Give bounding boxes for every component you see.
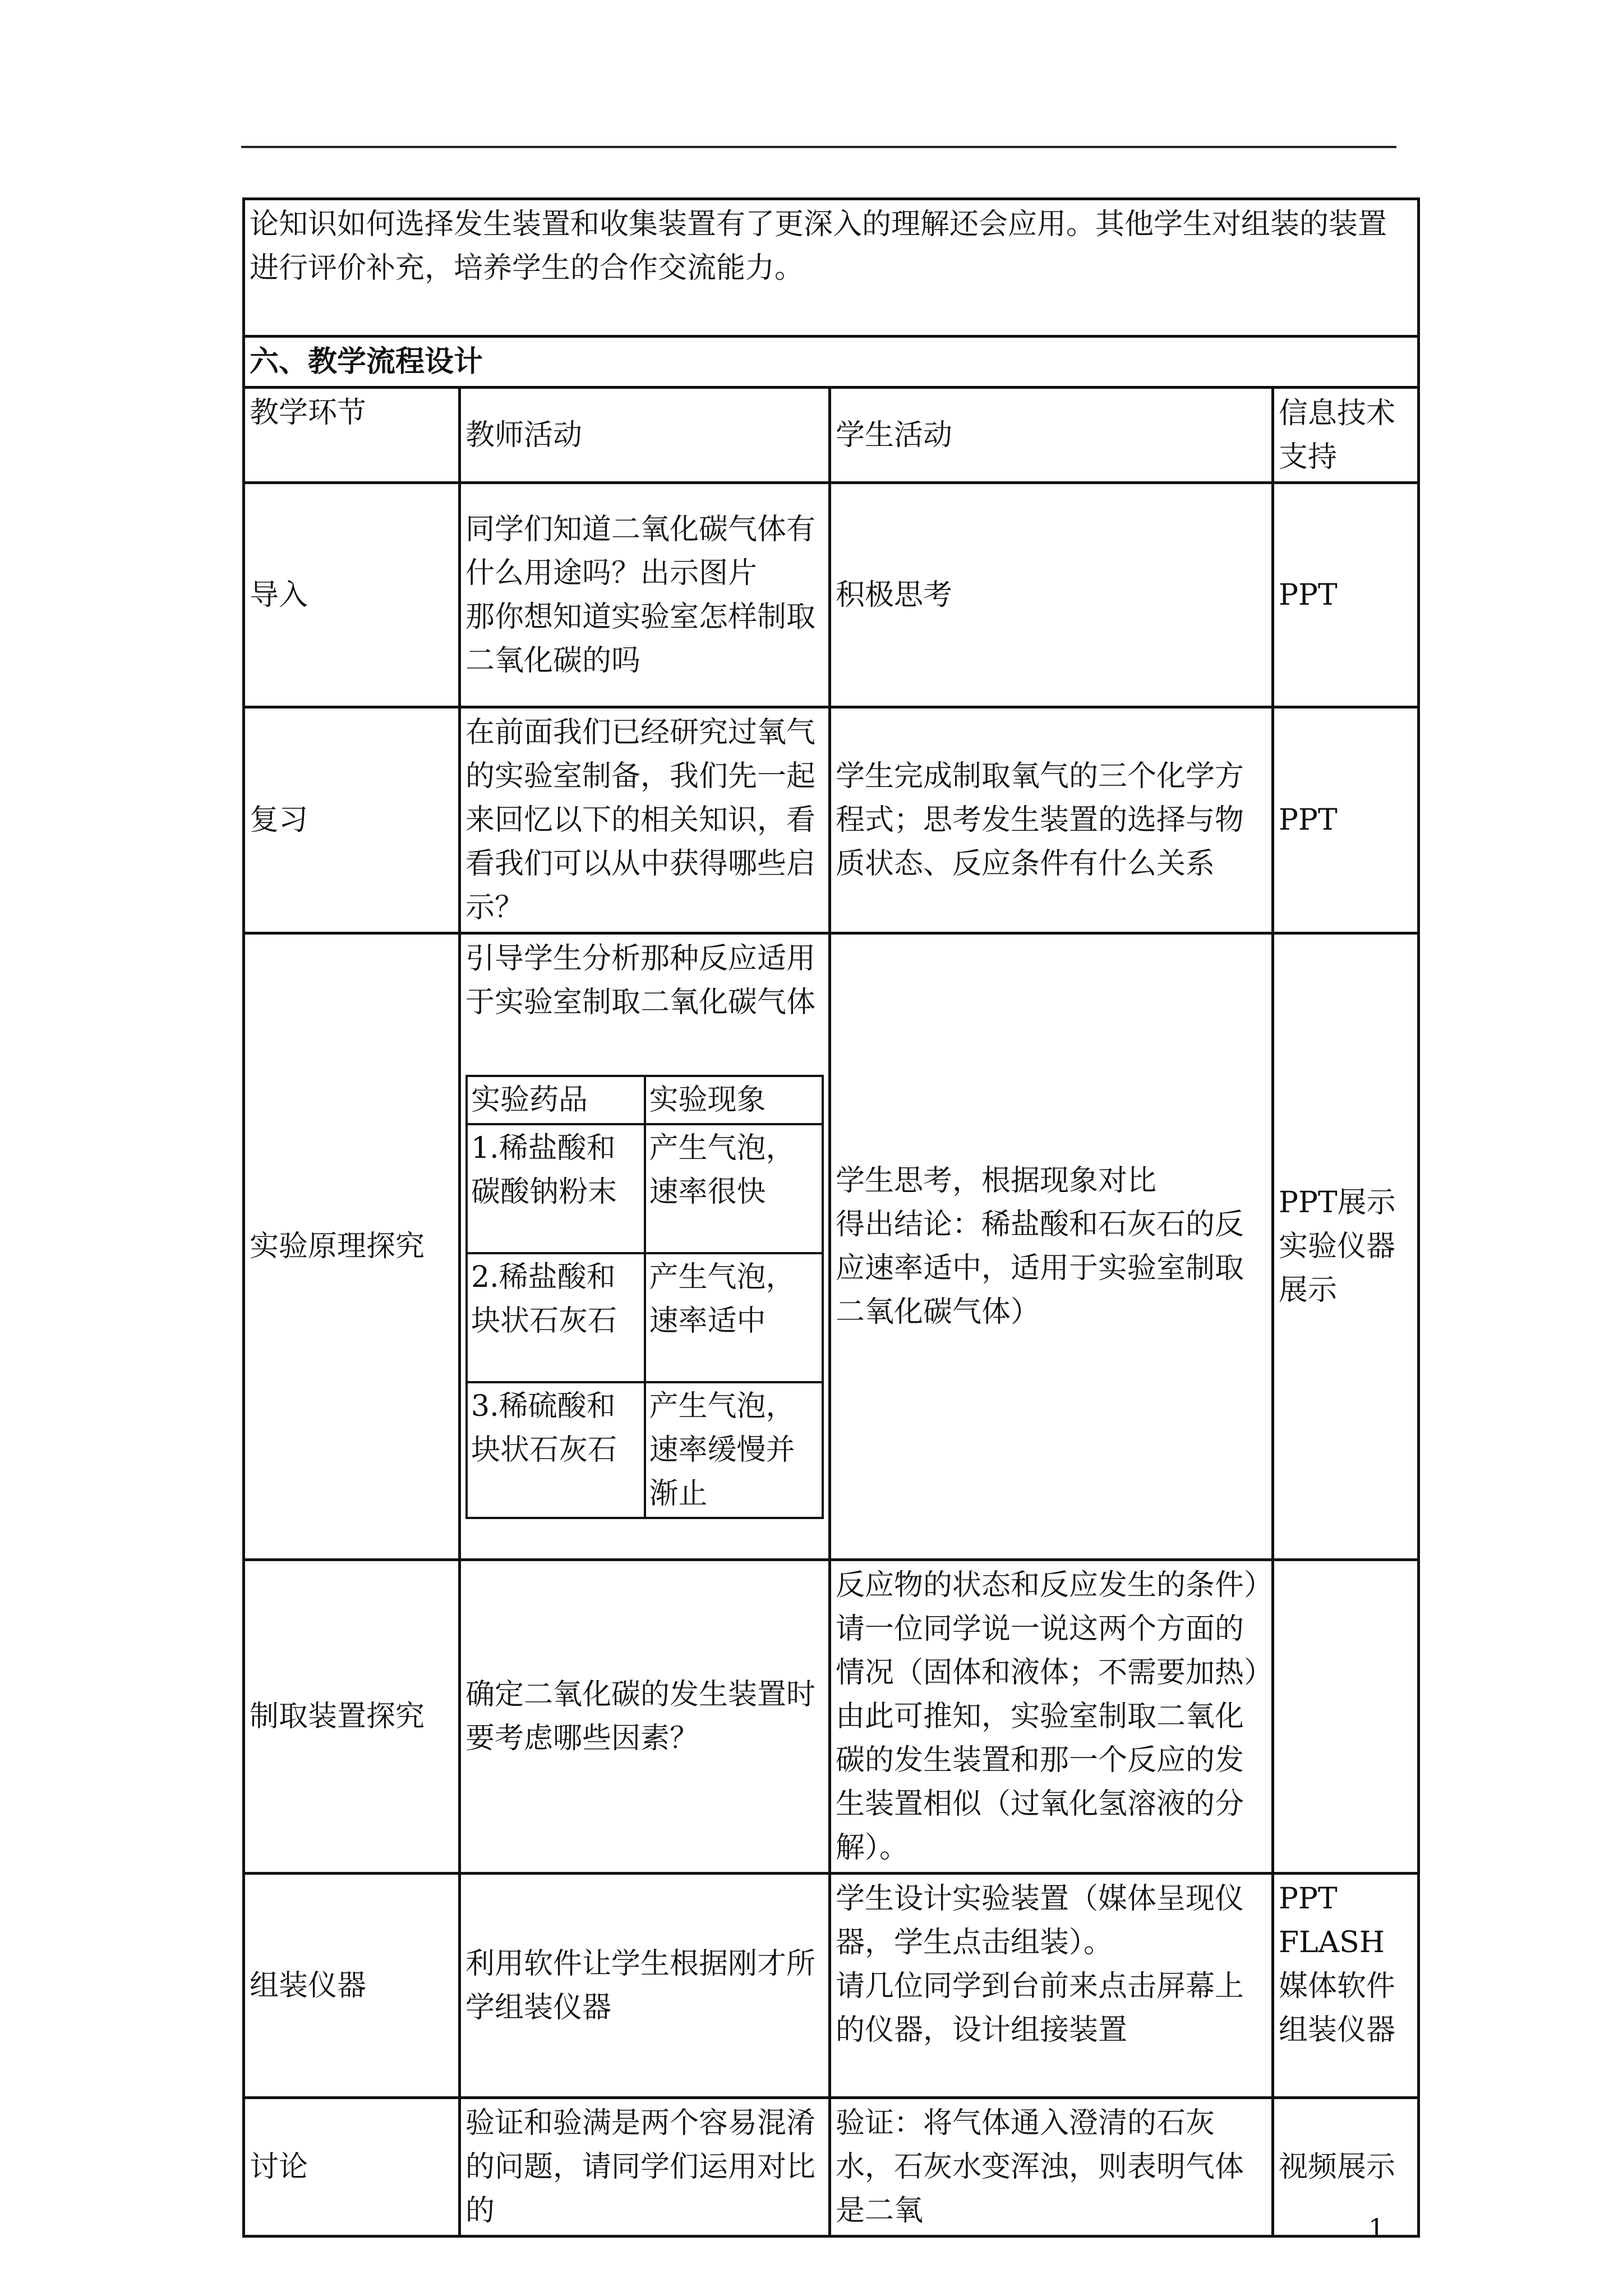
inner-cell: 产生气泡，速率很快	[645, 1124, 823, 1253]
tech-cell	[1273, 1560, 1419, 1874]
inner-header: 实验现象	[645, 1076, 823, 1124]
teacher-cell: 同学们知道二氧化碳气体有什么用途吗？出示图片 那你想知道实验室怎样制取二氧化碳的吗	[460, 483, 830, 707]
section-title: 六、教学流程设计	[244, 337, 1419, 388]
student-cell: 积极思考	[830, 483, 1273, 707]
header-rule	[241, 146, 1396, 148]
teacher-cell: 在前面我们已经研究过氧气的实验室制备，我们先一起来回忆以下的相关知识，看看我们可以从中获得哪些启示？	[460, 707, 830, 933]
teacher-cell: 验证和验满是两个容易混淆的问题，请同学们运用对比的	[460, 2098, 830, 2237]
experiment-table	[465, 1075, 824, 1519]
intro-text: 论知识如何选择发生装置和收集装置有了更深入的理解还会应用。其他学生对组装的装置进行评价补充，培养学生的合作交流能力。	[244, 199, 1419, 337]
header-tech: 信息技术支持	[1273, 388, 1419, 483]
inner-header: 实验药品	[467, 1076, 645, 1124]
student-cell: 学生思考，根据现象对比 得出结论：稀盐酸和石灰石的反应速率适中，适用于实验室制取二氧化碳气体）	[830, 933, 1273, 1560]
tech-cell: PPT	[1273, 483, 1419, 707]
header-stage: 教学环节	[244, 388, 460, 483]
stage-cell: 组装仪器	[244, 1874, 460, 2098]
page-number: 1	[1368, 2213, 1385, 2243]
stage-cell: 实验原理探究	[244, 933, 460, 1560]
inner-cell: 产生气泡，速率适中	[645, 1253, 823, 1382]
tech-cell: PPT	[1273, 707, 1419, 933]
teacher-cell: 引导学生分析那种反应适用于实验室制取二氧化碳气体 实验药品 实验现象 1.稀盐酸和碳酸钠粉末 产生气泡，速率很快 2.稀盐酸和块状石灰石 产生气泡，速率适中 3.稀硫酸和块状石灰石 产生气泡，速率缓慢并渐止	[460, 933, 830, 1560]
stage-cell: 导入	[244, 483, 460, 707]
student-cell: 学生设计实验装置（媒体呈现仪器，学生点击组装）。 请几位同学到台前来点击屏幕上的仪器，设计组接装置	[830, 1874, 1273, 2098]
student-cell: 验证：将气体通入澄清的石灰水，石灰水变浑浊，则表明气体是二氧	[830, 2098, 1273, 2237]
tech-cell: 视频展示	[1273, 2098, 1419, 2237]
inner-cell: 1.稀盐酸和碳酸钠粉末	[467, 1124, 645, 1253]
student-cell: 反应物的状态和反应发生的条件） 请一位同学说一说这两个方面的情况（固体和液体；不需要加热）由此可推知，实验室制取二氧化碳的发生装置和那一个反应的发生装置相似（过氧化氢溶液的分解）。	[830, 1560, 1273, 1874]
student-cell: 学生完成制取氧气的三个化学方程式；思考发生装置的选择与物质状态、反应条件有什么关系	[830, 707, 1273, 933]
inner-cell: 2.稀盐酸和块状石灰石	[467, 1253, 645, 1382]
inner-cell: 产生气泡，速率缓慢并渐止	[645, 1382, 823, 1518]
teacher-cell: 利用软件让学生根据刚才所学组装仪器	[460, 1874, 830, 2098]
teacher-cell: 确定二氧化碳的发生装置时要考虑哪些因素？	[460, 1560, 830, 1874]
tech-cell: PPT FLASH 媒体软件组装仪器	[1273, 1874, 1419, 2098]
stage-cell: 讨论	[244, 2098, 460, 2237]
header-teacher: 教师活动	[460, 388, 830, 483]
stage-cell: 复习	[244, 707, 460, 933]
lesson-table	[242, 197, 1420, 2238]
tech-cell: PPT展示 实验仪器展示	[1273, 933, 1419, 1560]
inner-cell: 3.稀硫酸和块状石灰石	[467, 1382, 645, 1518]
header-student: 学生活动	[830, 388, 1273, 483]
stage-cell: 制取装置探究	[244, 1560, 460, 1874]
